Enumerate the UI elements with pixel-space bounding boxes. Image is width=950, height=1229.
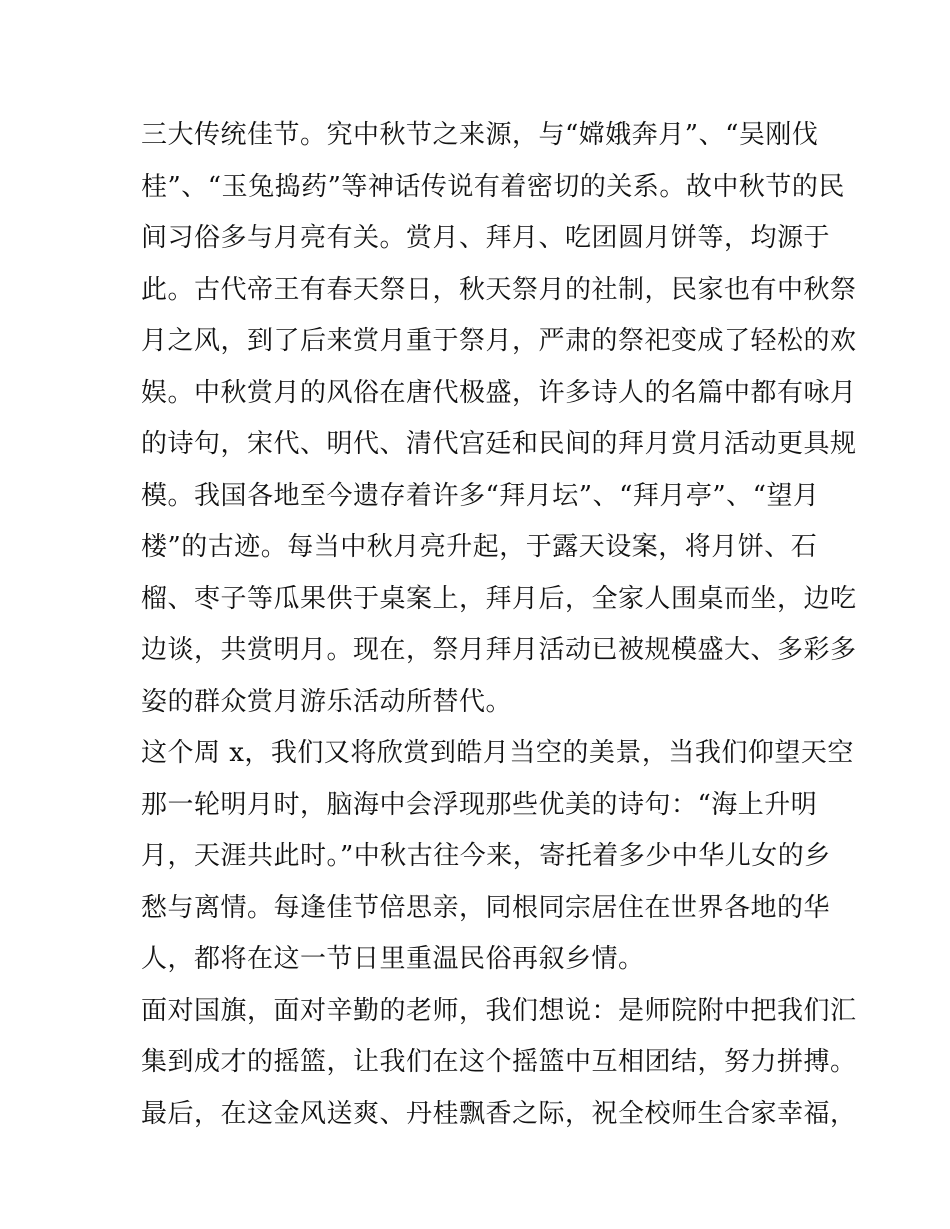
text-line: 月之风，到了后来赏月重于祭月，严肃的祭祀变成了轻松的欢 xyxy=(141,326,857,356)
text-line: 那一轮明月时，脑海中会浮现那些优美的诗句：“海上升明 xyxy=(141,789,818,820)
text-line: 人，都将在这一节日里重温民俗再叙乡情。 xyxy=(141,944,645,974)
text-line: 集到成才的摇篮，让我们在这个摇篮中互相团结，努力拼搏。 xyxy=(141,1047,857,1077)
text-line: 间习俗多与月亮有关。赏月、拜月、吃团圆月饼等，均源于 xyxy=(141,223,831,253)
text-line: 边谈，共赏明月。现在，祭月拜月活动已被规模盛大、多彩多 xyxy=(141,635,857,665)
text-line: 榴、枣子等瓜果供于桌案上，拜月后，全家人围桌而坐，边吃 xyxy=(141,583,857,614)
text-line: 姿的群众赏月游乐活动所替代。 xyxy=(141,686,513,717)
text-line: 这个周 x，我们又将欣赏到皓月当空的美景，当我们仰望天空 xyxy=(141,738,854,768)
text-line: 楼”的古迹。每当中秋月亮升起，于露天设案，将月饼、石 xyxy=(141,532,818,562)
text-line: 最后，在这金风送爽、丹桂飘香之际，祝全校师生合家幸福， xyxy=(141,1098,857,1129)
text-line: 月，天涯共此时。”中秋古往今来，寄托着多少中华儿女的乡 xyxy=(141,841,831,871)
text-line: 三大传统佳节。究中秋节之来源，与“嫦娥奔月”、“吴刚伐 xyxy=(141,120,819,150)
text-line: 桂”、“玉兔捣药”等神话传说有着密切的关系。故中秋节的民 xyxy=(141,171,845,202)
body-text xyxy=(141,110,857,1140)
text-line: 面对国旗，面对辛勤的老师，我们想说：是师院附中把我们汇 xyxy=(141,995,857,1026)
text-line: 愁与离情。每逢佳节倍思亲，同根同宗居住在世界各地的华 xyxy=(141,892,831,923)
text-line: 模。我国各地至今遗存着许多“拜月坛”、“拜月亭”、“望月 xyxy=(141,480,820,511)
text-line: 此。古代帝王有春天祭日，秋天祭月的社制，民家也有中秋祭 xyxy=(141,274,857,305)
text-line: 的诗句，宋代、明代、清代宫廷和民间的拜月赏月活动更具规 xyxy=(141,429,857,459)
text-line: 娱。中秋赏月的风俗在唐代极盛，许多诗人的名篇中都有咏月 xyxy=(141,377,857,408)
